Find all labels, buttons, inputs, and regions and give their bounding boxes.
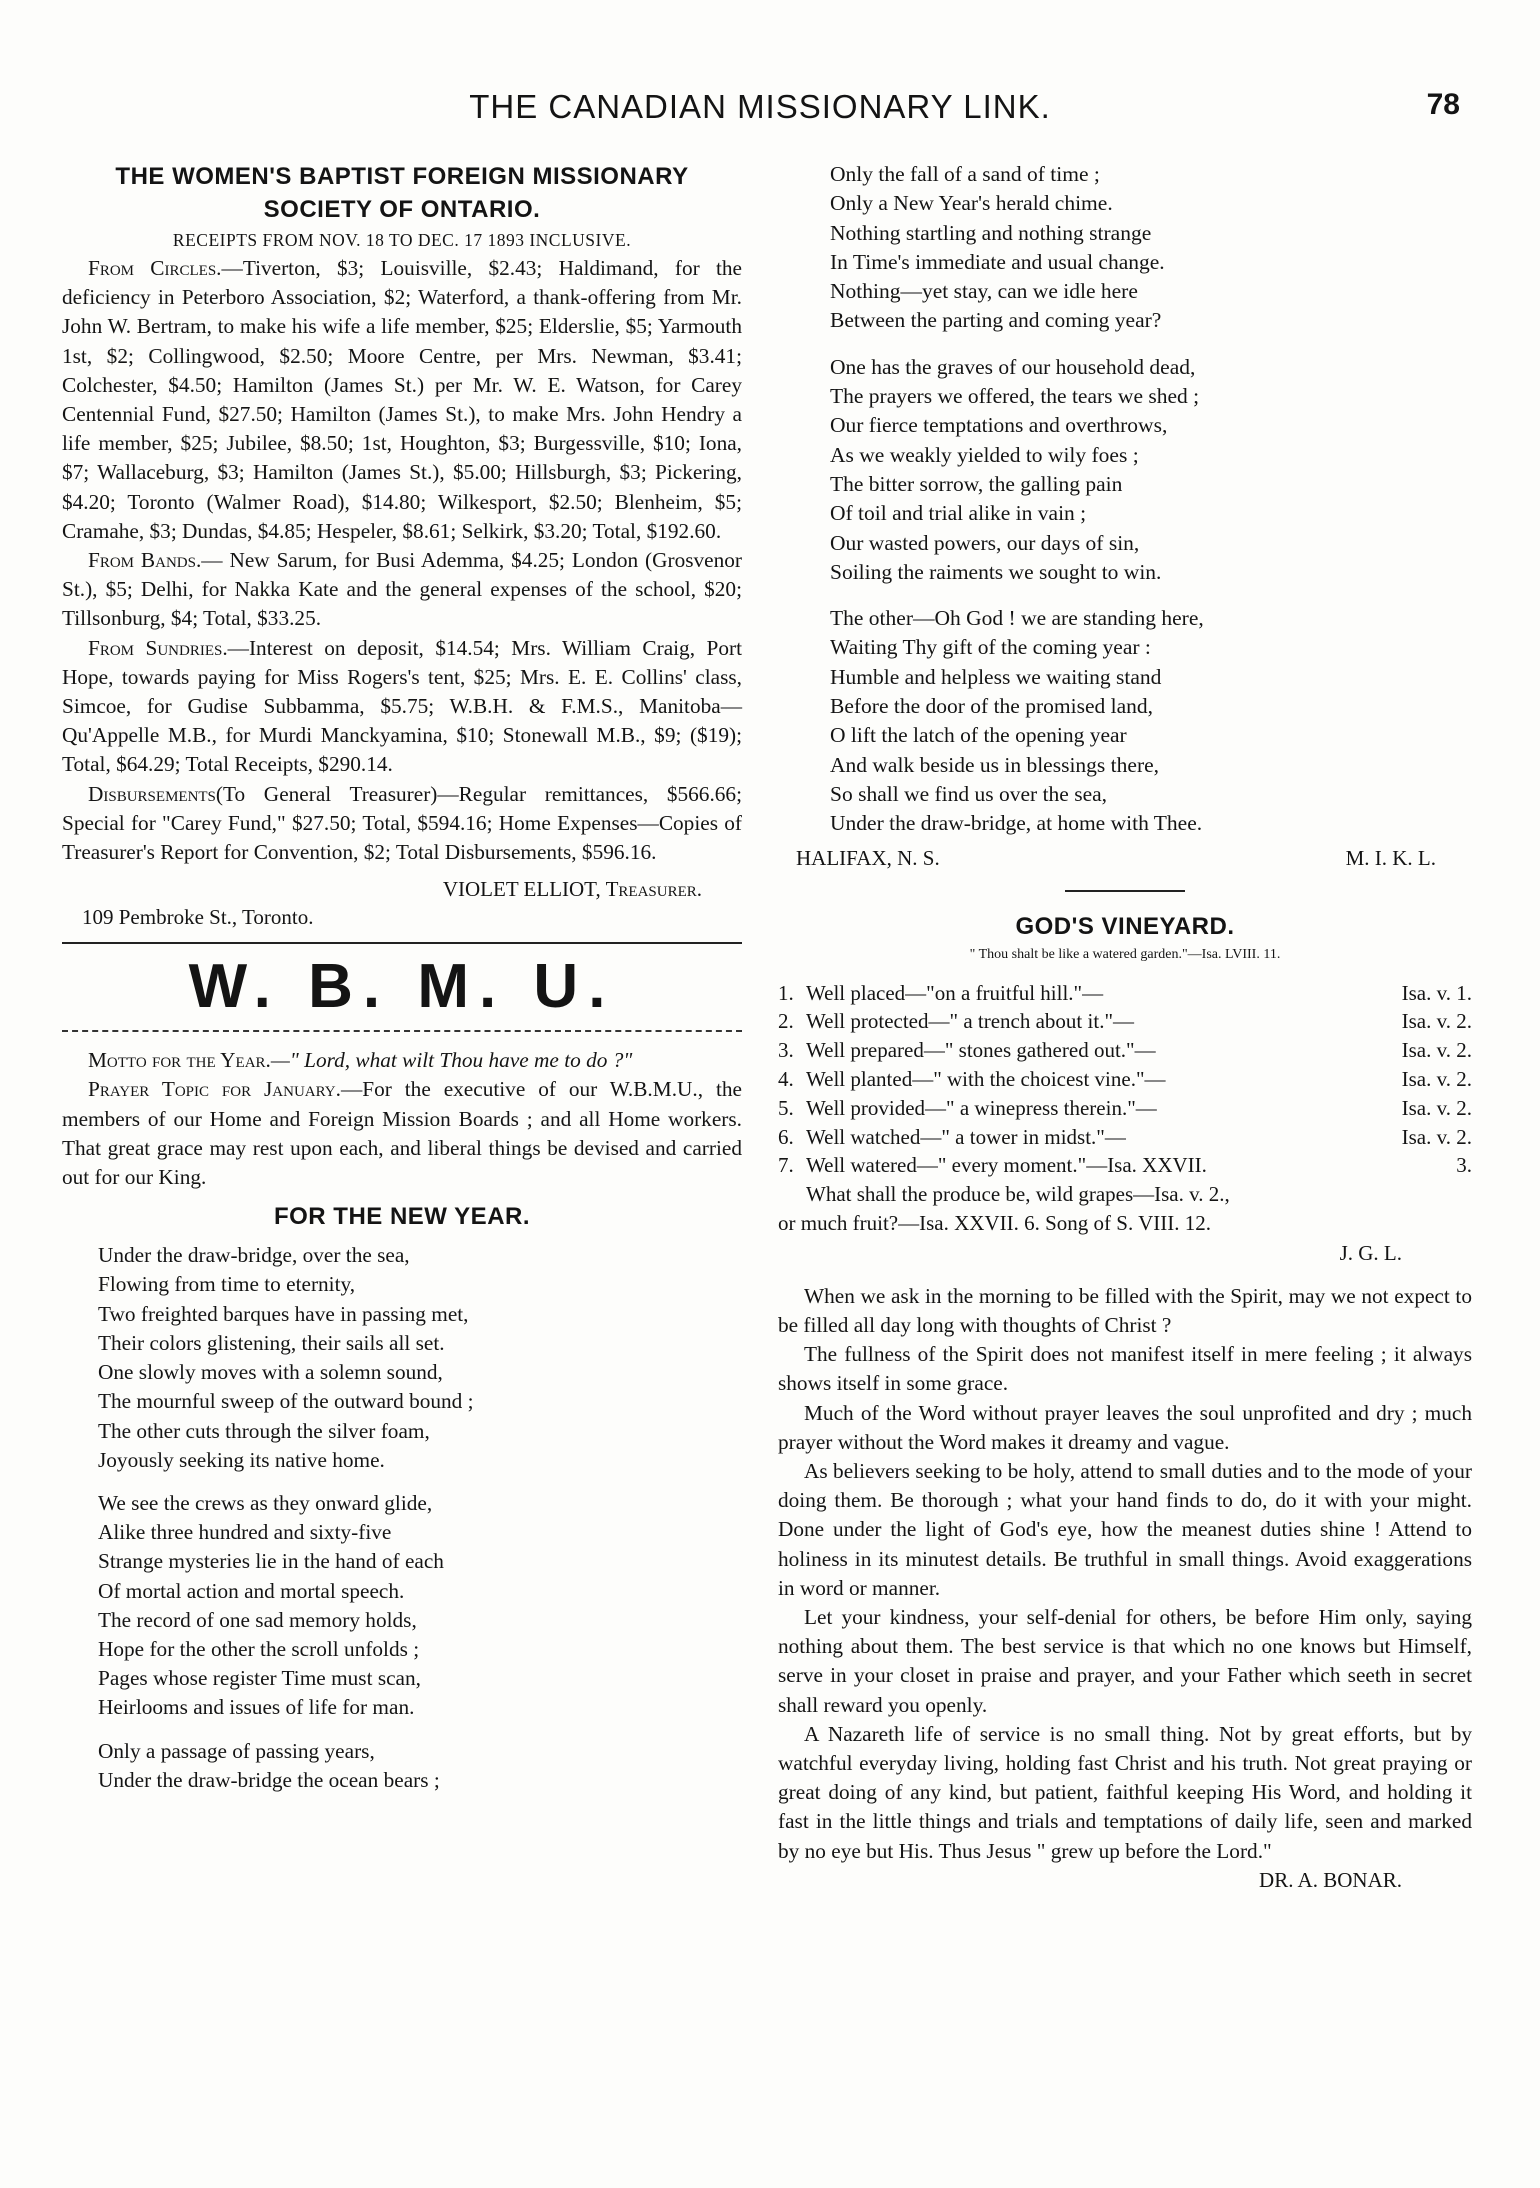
item-number: 6. (778, 1124, 794, 1149)
stanza-6 (830, 604, 1472, 838)
running-head (0, 88, 1540, 132)
poem-line: Our fierce temptations and overthrows, (830, 413, 1168, 438)
poem-line: Alike three hundred and sixty-five (98, 1520, 392, 1545)
wbmu-banner: W. B. M. U. (188, 952, 616, 1022)
poem-line: Soiling the raiments we sought to win. (830, 559, 1162, 584)
item-text: Well protected—" a trench about it."— (806, 1009, 1135, 1034)
item-ref: Isa. v. 1. (1401, 980, 1472, 1005)
poem-place: HALIFAX, N. S. (796, 845, 940, 870)
bonar-paragraph: The fullness of the Spirit does not manifest itself in mere feeling ; it always shows itself in some grace. (778, 1342, 1472, 1396)
list-item (778, 1036, 1472, 1065)
bonar-paragraph: As believers seeking to be holy, attend to small duties and to the mode of your doing them. Be thorough ; what your hand finds to do, do it with your might. Done under the light of God's eye, how the meanest duties shine ! Attend to holiness in its minutest details. Be truthful in small things. Avoid exaggerations in word or manner. (778, 1458, 1472, 1600)
poem-line: The other cuts through the silver foam, (98, 1418, 430, 1443)
bonar-paragraph: Much of the Word without prayer leaves the soul unprofited and dry ; much prayer without the Word makes it dreamy and vague. (778, 1400, 1472, 1454)
poem-signoff (778, 844, 1472, 872)
poem-line: Their colors glistening, their sails all set. (98, 1330, 445, 1355)
wbmu-banner-block (62, 942, 742, 1032)
society-title-line1: THE WOMEN'S BAPTIST FOREIGN MISSIONARY (115, 163, 689, 190)
poem-line: Joyously seeking its native home. (98, 1447, 385, 1472)
motto-paragraph (62, 1046, 742, 1075)
poem-line: Before the door of the promised land, (830, 694, 1154, 719)
poem-line: Hope for the other the scroll unfolds ; (98, 1636, 420, 1661)
poem-title: FOR THE NEW YEAR. (273, 1203, 531, 1231)
bonar-paragraph: A Nazareth life of service is no small thing. Not by great efforts, but by watchful everyday living, holding fast Christ and his truth. Not great praying or great doing of any kind, but patient, faithful keeping His Word, and holding it fast in the little things and trials and temptations of daily life, seen and marked by no eye but His. Thus Jesus " grew up before the Lord." (778, 1721, 1472, 1863)
list-item (778, 1151, 1472, 1180)
prayer-lead: Prayer Topic for January. (88, 1077, 341, 1102)
item-text: Well placed—"on a fruitful hill."— (806, 980, 1104, 1005)
poem-line: Only the fall of a sand of time ; (830, 162, 1100, 186)
item-number: 3. (778, 1038, 794, 1063)
motto-lead: Motto for the Year. (88, 1048, 271, 1073)
poem-initials: M. I. K. L. (1345, 845, 1436, 870)
bonar-paragraph: Let your kindness, your self-denial for others, be before Him only, saying nothing about them. The best service is that which no one knows but Himself, serve in your closet in praise and prayer, and your Father which seeth in secret shall reward you openly. (778, 1604, 1472, 1717)
poem-line: Pages whose register Time must scan, (98, 1666, 421, 1691)
item-text: Well planted—" with the choicest vine."— (806, 1066, 1166, 1091)
poem-line: And walk beside us in blessings there, (830, 752, 1160, 777)
circles-lead: From Circles. (88, 256, 222, 280)
poem-line: One slowly moves with a solemn sound, (98, 1360, 443, 1385)
poem-line: Waiting Thy gift of the coming year : (830, 635, 1151, 660)
poem-line: One has the graves of our household dead, (830, 354, 1196, 379)
motto-text: —" Lord, what wilt Thou have me to do ?" (270, 1048, 633, 1073)
list-item (778, 1065, 1472, 1094)
item-ref: Isa. v. 2. (1401, 1124, 1472, 1149)
item-number: 5. (778, 1095, 794, 1120)
item-text: Well watered—" every moment."—Isa. XXVII. (806, 1153, 1207, 1178)
disbursements-text: (To General Treasurer)—Regular remittances, $566.66; Special for "Carey Fund," $27.50; Total, $594.16; Home Expenses—Copies of Treasurer's Report for Convention, $2; Total Disbursements, $596.16. (62, 781, 742, 865)
sundries-lead: From Sundries. (88, 635, 228, 660)
poem-line: Our wasted powers, our days of sin, (830, 530, 1140, 555)
vineyard-question-line1: What shall the produce be, wild grapes—Isa. v. 2., (806, 1182, 1230, 1207)
poem-line: The prayers we offered, the tears we shed ; (830, 384, 1200, 409)
stanza-4 (830, 160, 1472, 336)
sundries-paragraph (62, 634, 742, 780)
poem-line: The other—Oh God ! we are standing here, (830, 606, 1204, 631)
poem-line: Under the draw-bridge, at home with Thee. (830, 811, 1203, 836)
bonar-author: DR. A. BONAR. (1259, 1867, 1402, 1892)
item-text: Well watched—" a tower in midst."— (806, 1124, 1126, 1149)
poem-line: Nothing—yet stay, can we idle here (830, 279, 1138, 304)
receipts-subhead: RECEIPTS FROM NOV. 18 TO DEC. 17 1893 INCLUSIVE. (172, 230, 632, 250)
vineyard-title: GOD'S VINEYARD. (1015, 912, 1235, 940)
poem-line: The bitter sorrow, the galling pain (830, 471, 1123, 496)
bands-paragraph (62, 546, 742, 634)
item-number: 7. (778, 1153, 794, 1178)
bands-text: — New Sarum, for Busi Ademma, $4.25; London (Grosvenor St.), $5; Delhi, for Nakka Kate and the general expenses of the school, $20; Tillsonburg, $4; Total, $33.25. (62, 548, 742, 631)
poem-line: O lift the latch of the opening year (830, 723, 1127, 748)
left-column (62, 160, 742, 1809)
item-number: 4. (778, 1066, 794, 1091)
list-item (778, 1094, 1472, 1123)
disbursements-lead: Disbursements (88, 781, 216, 806)
poem-line: Heirlooms and issues of life for man. (98, 1695, 415, 1720)
sundries-text: —Interest on deposit, $14.54; Mrs. William Craig, Port Hope, towards paying for Miss Rogers's tent, $25; Mrs. E. E. Collins' class, Simcoe, for Gudise Subbamma, $5.75; W.B.H. & F.M.S., Manitoba—Qu'Appelle M.B., for Murdi Manckyamina, $10; Stonewall M.B., $9; ($19); Total, $64.29; Total Receipts, $290.14. (62, 635, 742, 777)
poem-line: Strange mysteries lie in the hand of each (98, 1549, 444, 1574)
journal-title: THE CANADIAN MISSIONARY LINK. (469, 88, 1051, 125)
item-number: 2. (778, 1009, 794, 1034)
poem-left (62, 1241, 742, 1795)
bands-lead: From Bands. (88, 548, 202, 573)
treasurer-signature: VIOLET ELLIOT, Treasurer. (442, 877, 702, 902)
vineyard-question-line2: or much fruit?—Isa. XXVII. 6. Song of S. VIII. 12. (778, 1210, 1211, 1235)
poem-line: As we weakly yielded to wily foes ; (830, 442, 1139, 467)
poem-line: Between the parting and coming year? (830, 308, 1162, 333)
circles-paragraph (62, 254, 742, 546)
poem-right (778, 160, 1472, 839)
treasurer-address: 109 Pembroke St., Toronto. (82, 905, 314, 930)
poem-line: Two freighted barques have in passing met, (98, 1301, 469, 1326)
poem-line: Only a passage of passing years, (98, 1738, 375, 1763)
vineyard-list (778, 979, 1472, 1181)
item-ref: Isa. v. 2. (1401, 1009, 1472, 1034)
prayer-topic-paragraph (62, 1075, 742, 1192)
poem-line: Only a New Year's herald chime. (830, 191, 1113, 216)
list-item (778, 1007, 1472, 1036)
disbursements-paragraph (62, 780, 742, 868)
list-item (778, 1123, 1472, 1152)
poem-line: The mournful sweep of the outward bound ; (98, 1389, 474, 1414)
list-item (778, 979, 1472, 1008)
section-divider (1065, 890, 1185, 892)
stanza-1 (98, 1241, 742, 1475)
prayer-text: —For the executive of our W.B.M.U., the members of our Home and Foreign Mission Boards ; and all Home workers. That great grace may rest upon each, and liberal things be devised and carried out for our King. (62, 1077, 742, 1190)
vineyard-initials: J. G. L. (1339, 1240, 1402, 1265)
item-text: Well prepared—" stones gathered out."— (806, 1038, 1156, 1063)
poem-line: In Time's immediate and usual change. (830, 249, 1165, 274)
stanza-3 (98, 1737, 742, 1795)
poem-line: Of toil and trial alike in vain ; (830, 501, 1087, 526)
poem-line: Under the draw-bridge, over the sea, (98, 1243, 410, 1268)
poem-line: Flowing from time to eternity, (98, 1272, 356, 1297)
stanza-5 (830, 353, 1472, 587)
poem-line: Nothing startling and nothing strange (830, 220, 1152, 245)
poem-line: Of mortal action and mortal speech. (98, 1578, 405, 1603)
page-number: 78 (1426, 88, 1460, 121)
circles-text: —Tiverton, $3; Louisville, $2.43; Haldimand, for the deficiency in Peterboro Association, $2; Waterford, a thank-offering from Mr. John W. Bertram, to make his wife a life member, $25; Elderslie, $5; Yarmouth 1st, $2; Collingwood, $2.50; Moore Centre, per Mrs. Newman, $3.41; Colchester, $4.50; Hamilton (James St.) per Mr. W. E. Watson, for Carey Centennial Fund, $27.50; Hamilton (James St.), to make Mrs. John Hendry a life member, $25; Jubilee, $8.50; 1st, Houghton, $3; Burgessville, $10; Iona, $7; Wallaceburg, $3; Hamilton (James St.), $5.00; Hillsburgh, $3; Pickering, $4.20; Toronto (Walmer Road), $14.80; Wilkesport, $2.50; Blenheim, $5; Cramahe, $3; Dundas, $4.85; Hespeler, $8.61; Selkirk, $3.20; Total, $192.60. (62, 256, 742, 543)
society-title-line2: SOCIETY OF ONTARIO. (263, 196, 541, 223)
poem-line: We see the crews as they onward glide, (98, 1490, 433, 1515)
poem-line: So shall we find us over the sea, (830, 781, 1108, 806)
item-ref: Isa. v. 2. (1401, 1038, 1472, 1063)
poem-line: Under the draw-bridge the ocean bears ; (98, 1767, 440, 1792)
item-text: Well provided—" a winepress therein."— (806, 1095, 1157, 1120)
item-number: 1. (778, 980, 794, 1005)
poem-line: The record of one sad memory holds, (98, 1607, 417, 1632)
item-ref: 3. (1456, 1153, 1472, 1178)
vineyard-epigraph: " Thou shalt be like a watered garden."—Isa. LVIII. 11. (969, 946, 1281, 962)
right-column (778, 160, 1472, 1894)
poem-line: Humble and helpless we waiting stand (830, 664, 1162, 689)
bonar-paragraph: When we ask in the morning to be filled with the Spirit, may we not expect to be filled all day long with thoughts of Christ ? (778, 1283, 1472, 1337)
item-ref: Isa. v. 2. (1401, 1066, 1472, 1091)
stanza-2 (98, 1489, 742, 1723)
item-ref: Isa. v. 2. (1401, 1095, 1472, 1120)
